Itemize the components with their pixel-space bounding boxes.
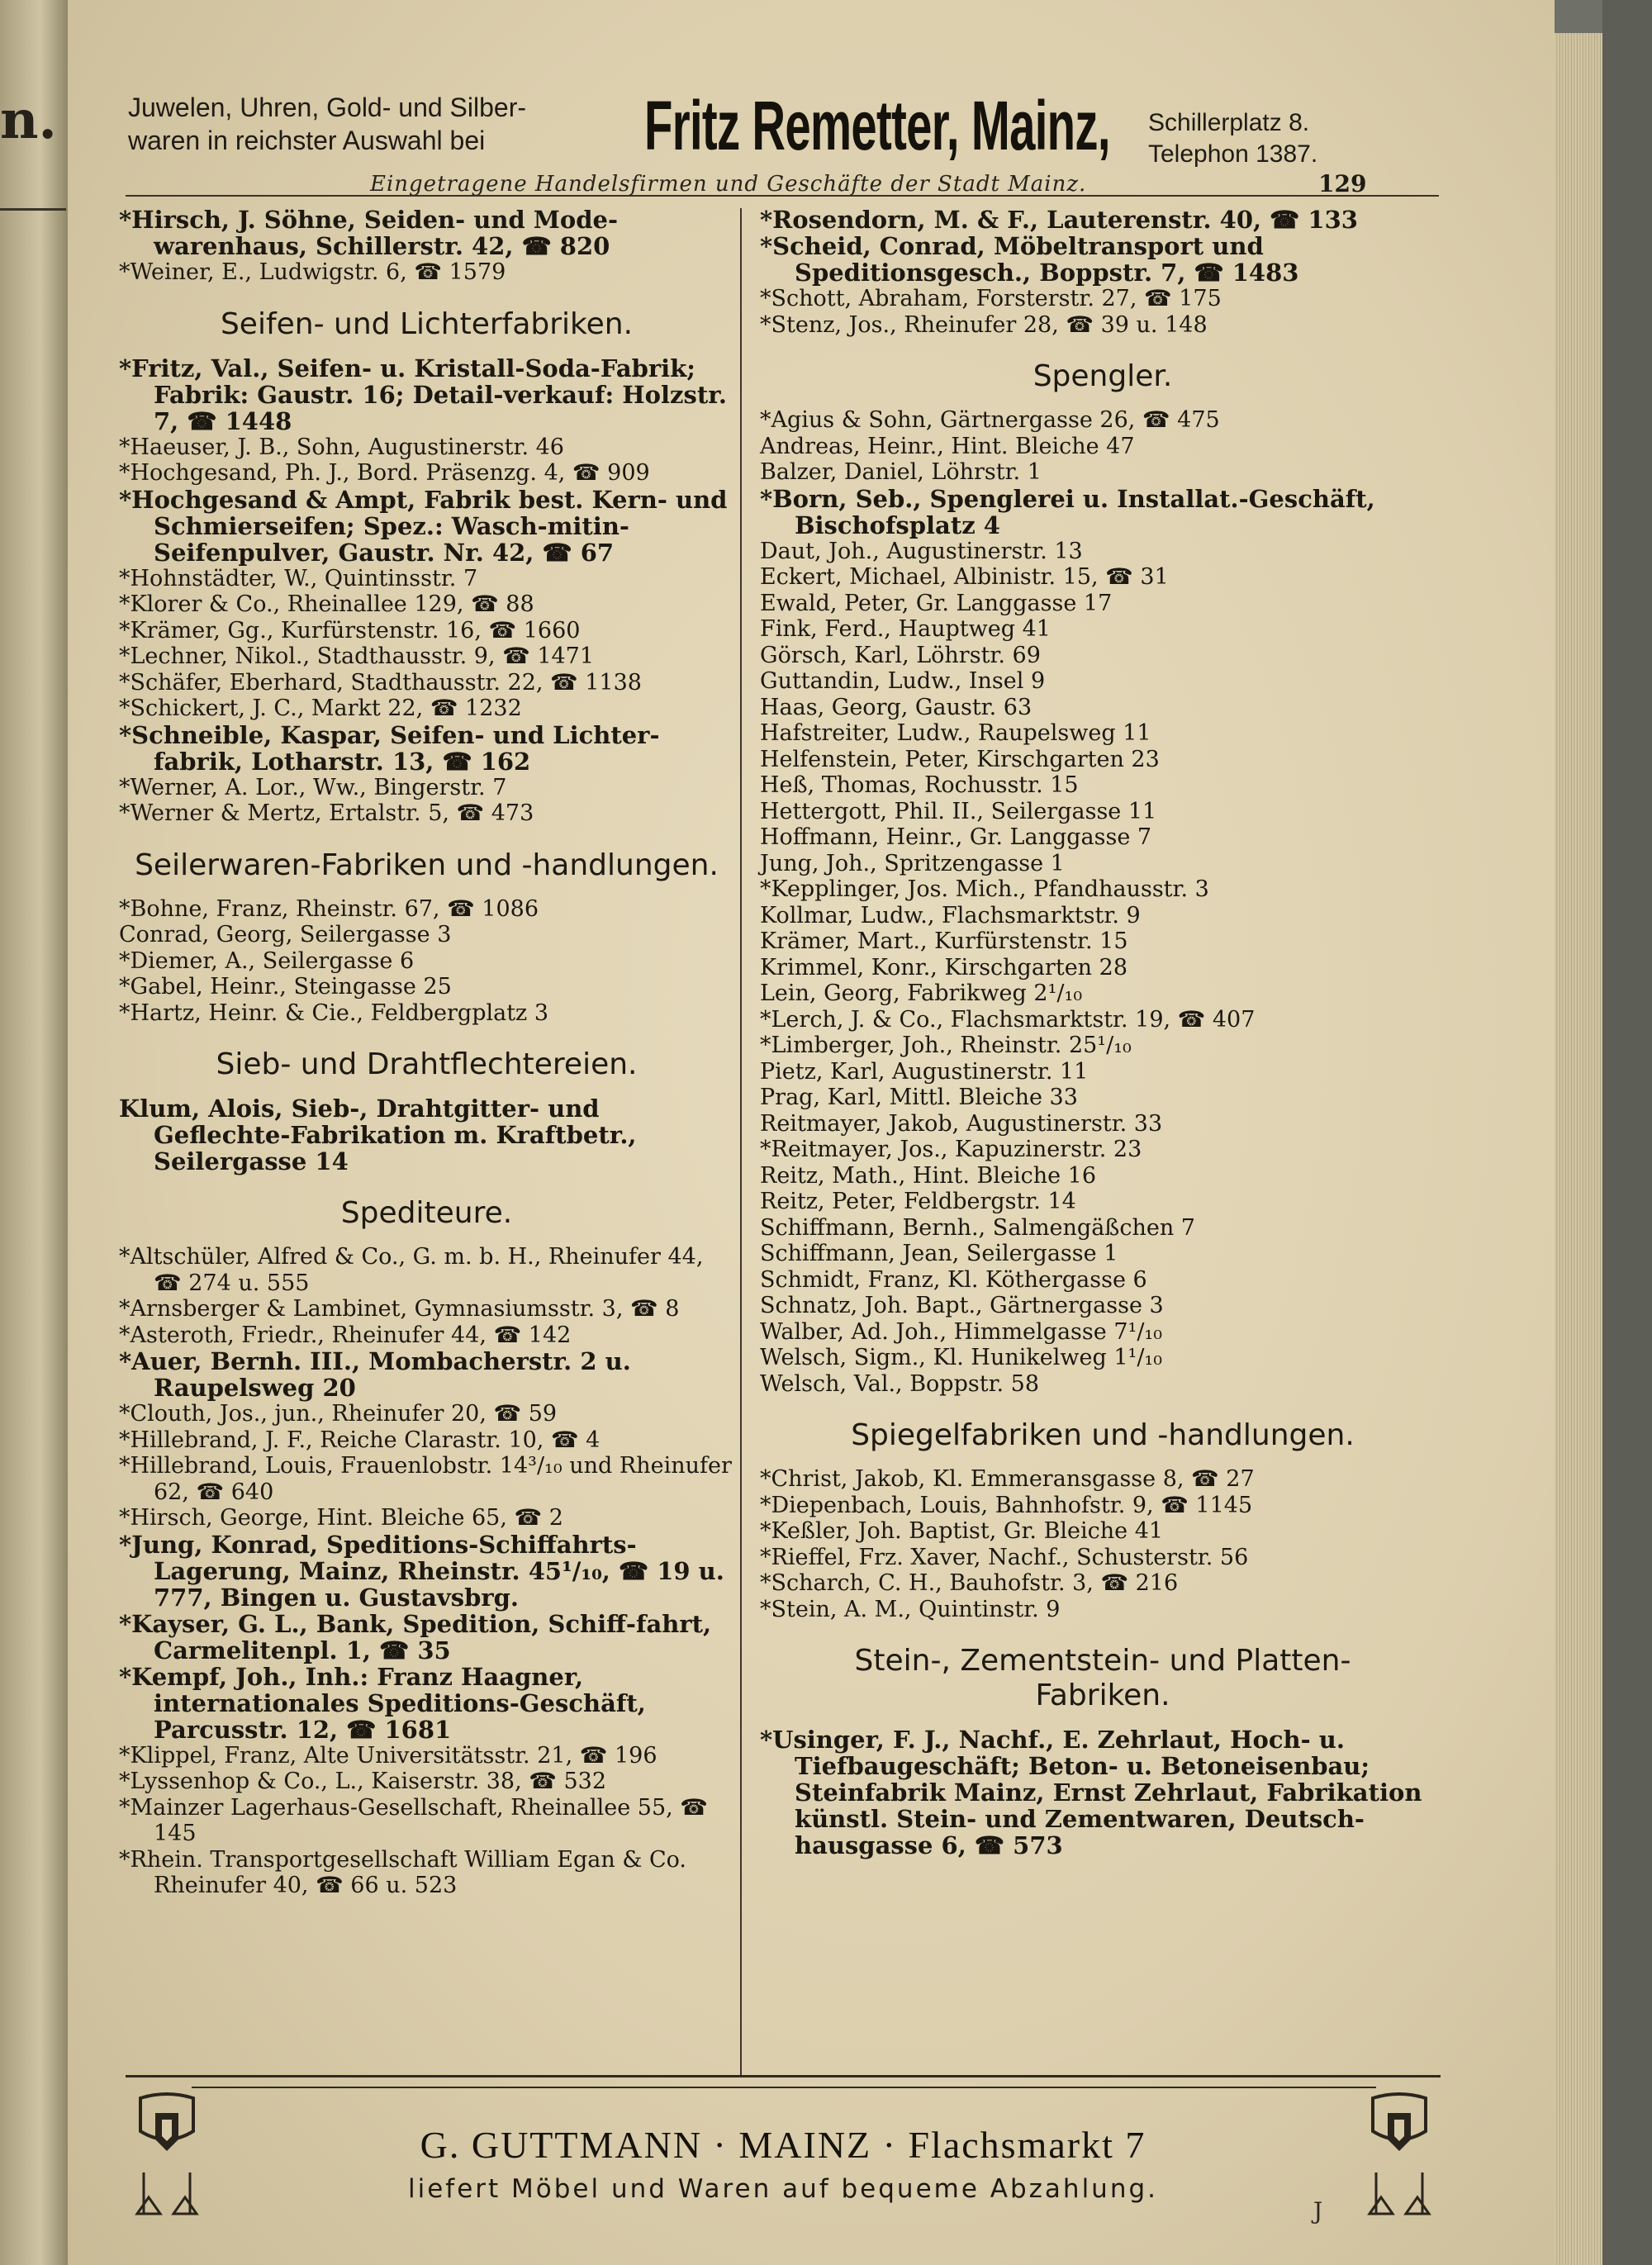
running-head xyxy=(68,168,1555,204)
directory-entry: Görsch, Karl, Löhrstr. 69 xyxy=(760,642,1041,668)
directory-entry: *Hirsch, J. Söhne, Seiden- und Modewarenhaus, Schillerstr. 42, ☎ 820 xyxy=(119,206,618,260)
section-heading xyxy=(119,1196,734,1231)
section-heading-text: Fabriken. xyxy=(1035,1679,1170,1712)
directory-entry: *Hillebrand, Louis, Frauenlobstr. 14³/₁₀ und Rheinufer 62, ☎ 640 xyxy=(119,1453,732,1505)
directory-entry: *Haeuser, J. B., Sohn, Augustinerstr. 46 xyxy=(119,434,564,460)
directory-entry: *Krämer, Gg., Kurfürstenstr. 16, ☎ 1660 xyxy=(119,617,581,643)
directory-entry: Daut, Joh., Augustinerstr. 13 xyxy=(760,538,1083,564)
section-heading-text: Spiegelfabriken und -handlungen. xyxy=(851,1418,1355,1452)
right-column xyxy=(760,207,1446,1859)
footer-advertisement xyxy=(126,2075,1441,2240)
directory-entry: *Hochgesand & Ampt, Fabrik best. Kern- und Schmierseifen; Spez.: Wasch-mitin-Seifenpulver, Gaustr. Nr. 42, ☎ 67 xyxy=(119,485,728,567)
directory-entry: *Clouth, Jos., jun., Rheinufer 20, ☎ 59 xyxy=(119,1401,558,1427)
directory-entry: *Jung, Konrad, Speditions-Schiffahrts-Lagerung, Mainz, Rheinstr. 45¹/₁₀, ☎ 19 u. 777, Bingen u. Gustavsbrg. xyxy=(119,1530,724,1612)
directory-entry: *Klippel, Franz, Alte Universitätsstr. 21, ☎ 196 xyxy=(119,1742,657,1769)
directory-entry: Helfenstein, Peter, Kirschgarten 23 xyxy=(760,746,1160,772)
directory-entry: Guttandin, Ludw., Insel 9 xyxy=(760,668,1046,694)
directory-entry: *Limberger, Joh., Rheinstr. 25¹/₁₀ xyxy=(760,1033,1132,1058)
running-title: Eingetragene Handelsfirmen und Geschäfte der Stadt Mainz. xyxy=(370,172,1087,197)
directory-entry: *Kepplinger, Jos. Mich., Pfandhausstr. 3 xyxy=(760,876,1209,902)
section-heading xyxy=(760,1418,1446,1453)
directory-entry: Kollmar, Ludw., Flachsmarktstr. 9 xyxy=(760,902,1141,928)
directory-entry: Reitz, Math., Hint. Bleiche 16 xyxy=(760,1162,1097,1189)
footer-company: G. GUTTMANN · MAINZ · Flachsmarkt 7 xyxy=(420,2124,1146,2166)
ad-left-line1: Juwelen, Uhren, Gold- und Silber- xyxy=(128,93,527,122)
directory-entry: *Hirsch, George, Hint. Bleiche 65, ☎ 2 xyxy=(119,1505,563,1531)
directory-entry: *Hochgesand, Ph. J., Bord. Präsenzg. 4, ☎ 909 xyxy=(119,460,650,486)
ad-left-text xyxy=(128,91,526,157)
directory-entry: Balzer, Daniel, Löhrstr. 1 xyxy=(760,459,1042,485)
directory-entry: *Scharch, C. H., Bauhofstr. 3, ☎ 216 xyxy=(760,1570,1179,1596)
book-cover-edge xyxy=(1602,0,1652,2265)
directory-entry: *Keßler, Joh. Baptist, Gr. Bleiche 41 xyxy=(760,1518,1164,1544)
ad-right-line2: Telephon 1387. xyxy=(1148,140,1318,168)
directory-entry: Schiffmann, Jean, Seilergasse 1 xyxy=(760,1241,1118,1266)
directory-entry: Krimmel, Konr., Kirschgarten 28 xyxy=(760,954,1127,981)
directory-entry: *Born, Seb., Spenglerei u. Installat.-Geschäft, Bischofsplatz 4 xyxy=(760,484,1375,539)
directory-entry: Welsch, Sigm., Kl. Hunikelweg 1¹/₁₀ xyxy=(760,1345,1163,1370)
directory-entry: Krämer, Mart., Kurfürstenstr. 15 xyxy=(760,928,1128,954)
directory-entry: Lein, Georg, Fabrikweg 2¹/₁₀ xyxy=(760,981,1083,1006)
section-heading-text: Seilerwaren-Fabriken und -handlungen. xyxy=(135,848,719,882)
directory-entry: Hafstreiter, Ludw., Raupelsweg 11 xyxy=(760,720,1151,746)
column-divider xyxy=(740,208,742,2075)
directory-entry: *Scheid, Conrad, Möbeltransport und Speditionsgesch., Boppstr. 7, ☎ 1483 xyxy=(760,232,1299,287)
directory-entry: *Lechner, Nikol., Stadthausstr. 9, ☎ 1471 xyxy=(119,643,595,669)
section-heading-text: Spediteure. xyxy=(340,1196,513,1230)
section-heading xyxy=(760,1644,1446,1713)
directory-entry: *Gabel, Heinr., Steingasse 25 xyxy=(119,974,452,1000)
directory-entry: Reitz, Peter, Feldbergstr. 14 xyxy=(760,1189,1076,1214)
directory-entry: *Weiner, E., Ludwigstr. 6, ☎ 1579 xyxy=(119,259,506,285)
directory-entry: *Werner & Mertz, Ertalstr. 5, ☎ 473 xyxy=(119,800,534,826)
footer-rule-top xyxy=(126,2075,1441,2077)
directory-entry: *Auer, Bernh. III., Mombacherstr. 2 u. Raupelsweg 20 xyxy=(119,1347,631,1402)
directory-entry: *Klorer & Co., Rheinallee 129, ☎ 88 xyxy=(119,591,534,617)
directory-entry: Prag, Karl, Mittl. Bleiche 33 xyxy=(760,1085,1078,1110)
footer-slogan: liefert Möbel und Waren auf bequeme Abzahlung. xyxy=(407,2174,1159,2204)
directory-entry: *Agius & Sohn, Gärtnergasse 26, ☎ 475 xyxy=(760,407,1220,433)
directory-entry: *Schäfer, Eberhard, Stadthausstr. 22, ☎ 1138 xyxy=(119,669,642,696)
directory-entry: *Altschüler, Alfred & Co., G. m. b. H., Rheinufer 44, ☎ 274 u. 555 xyxy=(119,1244,704,1296)
section-heading-text: Stein-, Zementstein- und Platten- xyxy=(854,1644,1351,1678)
directory-entry: *Usinger, F. J., Nachf., E. Zehrlaut, Hoch- u. Tiefbaugeschäft; Beton- u. Betoneisenbau; Steinfabrik Mainz, Ernst Zehrlaut, Fabrikation künstl. Stein- und Zementwaren, Deutsch-hausgasse 6, ☎ 573 xyxy=(760,1726,1422,1859)
ad-right-text xyxy=(1148,107,1317,170)
directory-entry: Schnatz, Joh. Bapt., Gärtnergasse 3 xyxy=(760,1293,1164,1318)
directory-entry: *Rieffel, Frz. Xaver, Nachf., Schusterstr. 56 xyxy=(760,1544,1249,1570)
directory-entry: *Fritz, Val., Seifen- u. Kristall-Soda-Fabrik; Fabrik: Gaustr. 16; Detail-verkauf: Holzstr. 7, ☎ 1448 xyxy=(119,354,727,435)
directory-entry: *Kayser, G. L., Bank, Spedition, Schiff-fahrt, Carmelitenpl. 1, ☎ 35 xyxy=(119,1609,712,1664)
directory-entry: *Stein, A. M., Quintinstr. 9 xyxy=(760,1596,1061,1622)
directory-entry: Conrad, Georg, Seilergasse 3 xyxy=(119,922,452,947)
directory-entry: *Lerch, J. & Co., Flachsmarktstr. 19, ☎ 407 xyxy=(760,1006,1256,1033)
directory-entry: *Hillebrand, J. F., Reiche Clarastr. 10, ☎ 4 xyxy=(119,1427,601,1453)
left-column xyxy=(119,207,734,1899)
directory-entry: Schmidt, Franz, Kl. Köthergasse 6 xyxy=(760,1266,1147,1293)
section-heading xyxy=(119,848,734,883)
section-heading xyxy=(119,1047,734,1082)
directory-entry: Jung, Joh., Spritzengasse 1 xyxy=(760,850,1065,876)
directory-entry: *Reitmayer, Jos., Kapuzinerstr. 23 xyxy=(760,1137,1142,1162)
directory-entry: Hoffmann, Heinr., Gr. Langgasse 7 xyxy=(760,824,1152,850)
footer-rule-inner xyxy=(192,2087,1376,2088)
directory-entry: *Hohnstädter, W., Quintinsstr. 7 xyxy=(119,565,478,591)
directory-entry: Hettergott, Phil. II., Seilergasse 11 xyxy=(760,798,1157,824)
ad-company-name: Fritz Remetter, Mainz, xyxy=(644,87,1110,164)
directory-entry: *Kempf, Joh., Inh.: Franz Haagner, internationales Speditions-Geschäft, Parcusstr. 12, ☎ 1681 xyxy=(119,1662,646,1744)
directory-entry: Heß, Thomas, Rochusstr. 15 xyxy=(760,772,1079,798)
previous-page-edge xyxy=(0,0,68,2265)
previous-page-letters: n. xyxy=(0,89,57,151)
directory-entry: *Hartz, Heinr. & Cie., Feldbergplatz 3 xyxy=(119,1000,549,1026)
section-heading-text: Sieb- und Drahtflechtereien. xyxy=(216,1047,638,1081)
directory-entry: *Bohne, Franz, Rheinstr. 67, ☎ 1086 xyxy=(119,895,539,922)
directory-entry: *Rhein. Transportgesellschaft William Egan & Co. Rheinufer 40, ☎ 66 u. 523 xyxy=(119,1846,686,1898)
section-heading xyxy=(760,359,1446,394)
directory-entry: *Diepenbach, Louis, Bahnhofstr. 9, ☎ 1145 xyxy=(760,1492,1253,1518)
header-rule xyxy=(126,195,1439,197)
directory-entry: Reitmayer, Jakob, Augustinerstr. 33 xyxy=(760,1110,1163,1137)
directory-entry: Haas, Georg, Gaustr. 63 xyxy=(760,694,1032,720)
directory-entry: *Werner, A. Lor., Ww., Bingerstr. 7 xyxy=(119,774,507,800)
directory-entry: Fink, Ferd., Hauptweg 41 xyxy=(760,616,1051,642)
ad-left-line2: waren in reichster Auswahl bei xyxy=(128,126,486,155)
directory-entry: *Asteroth, Friedr., Rheinufer 44, ☎ 142 xyxy=(119,1322,572,1348)
directory-entry: Eckert, Michael, Albinistr. 15, ☎ 31 xyxy=(760,564,1169,590)
directory-entry: Pietz, Karl, Augustinerstr. 11 xyxy=(760,1058,1089,1085)
directory-entry: Klum, Alois, Sieb-, Drahtgitter- und Geflechte-Fabrikation m. Kraftbetr., Seilergasse 14 xyxy=(119,1095,637,1175)
page-number: 129 xyxy=(1318,170,1367,197)
directory-entry: *Mainzer Lagerhaus-Gesellschaft, Rheinallee 55, ☎ 145 xyxy=(119,1794,708,1846)
signature-mark: J xyxy=(1313,2197,1323,2225)
directory-entry: Schiffmann, Bernh., Salmengäßchen 7 xyxy=(760,1214,1195,1241)
section-heading xyxy=(119,307,734,342)
section-heading-text: Spengler. xyxy=(1032,359,1173,393)
previous-page-rule xyxy=(0,208,66,211)
directory-entry: *Christ, Jakob, Kl. Emmeransgasse 8, ☎ 27 xyxy=(760,1466,1255,1492)
directory-entry: Walber, Ad. Joh., Himmelgasse 7¹/₁₀ xyxy=(760,1318,1163,1345)
directory-entry: *Arnsberger & Lambinet, Gymnasiumsstr. 3, ☎ 8 xyxy=(119,1296,680,1322)
directory-entry: Andreas, Heinr., Hint. Bleiche 47 xyxy=(760,433,1135,459)
section-heading-text: Seifen- und Lichterfabriken. xyxy=(220,306,634,341)
directory-entry: *Schneible, Kaspar, Seifen- und Lichter-fabrik, Lotharstr. 13, ☎ 162 xyxy=(119,720,660,776)
directory-entry: *Stenz, Jos., Rheinufer 28, ☎ 39 u. 148 xyxy=(760,311,1208,338)
directory-entry: *Rosendorn, M. & F., Lauterenstr. 40, ☎ 133 xyxy=(760,206,1358,234)
directory-entry: Ewald, Peter, Gr. Langgasse 17 xyxy=(760,590,1113,616)
directory-entry: *Schott, Abraham, Forsterstr. 27, ☎ 175 xyxy=(760,286,1222,311)
ad-right-line1: Schillerplatz 8. xyxy=(1148,109,1310,136)
directory-entry: *Schickert, J. C., Markt 22, ☎ 1232 xyxy=(119,696,522,721)
page xyxy=(68,0,1555,2265)
directory-entry: *Diemer, A., Seilergasse 6 xyxy=(119,947,415,974)
directory-entry: Welsch, Val., Boppstr. 58 xyxy=(760,1370,1040,1397)
directory-entry: *Lyssenhop & Co., L., Kaiserstr. 38, ☎ 532 xyxy=(119,1769,607,1794)
